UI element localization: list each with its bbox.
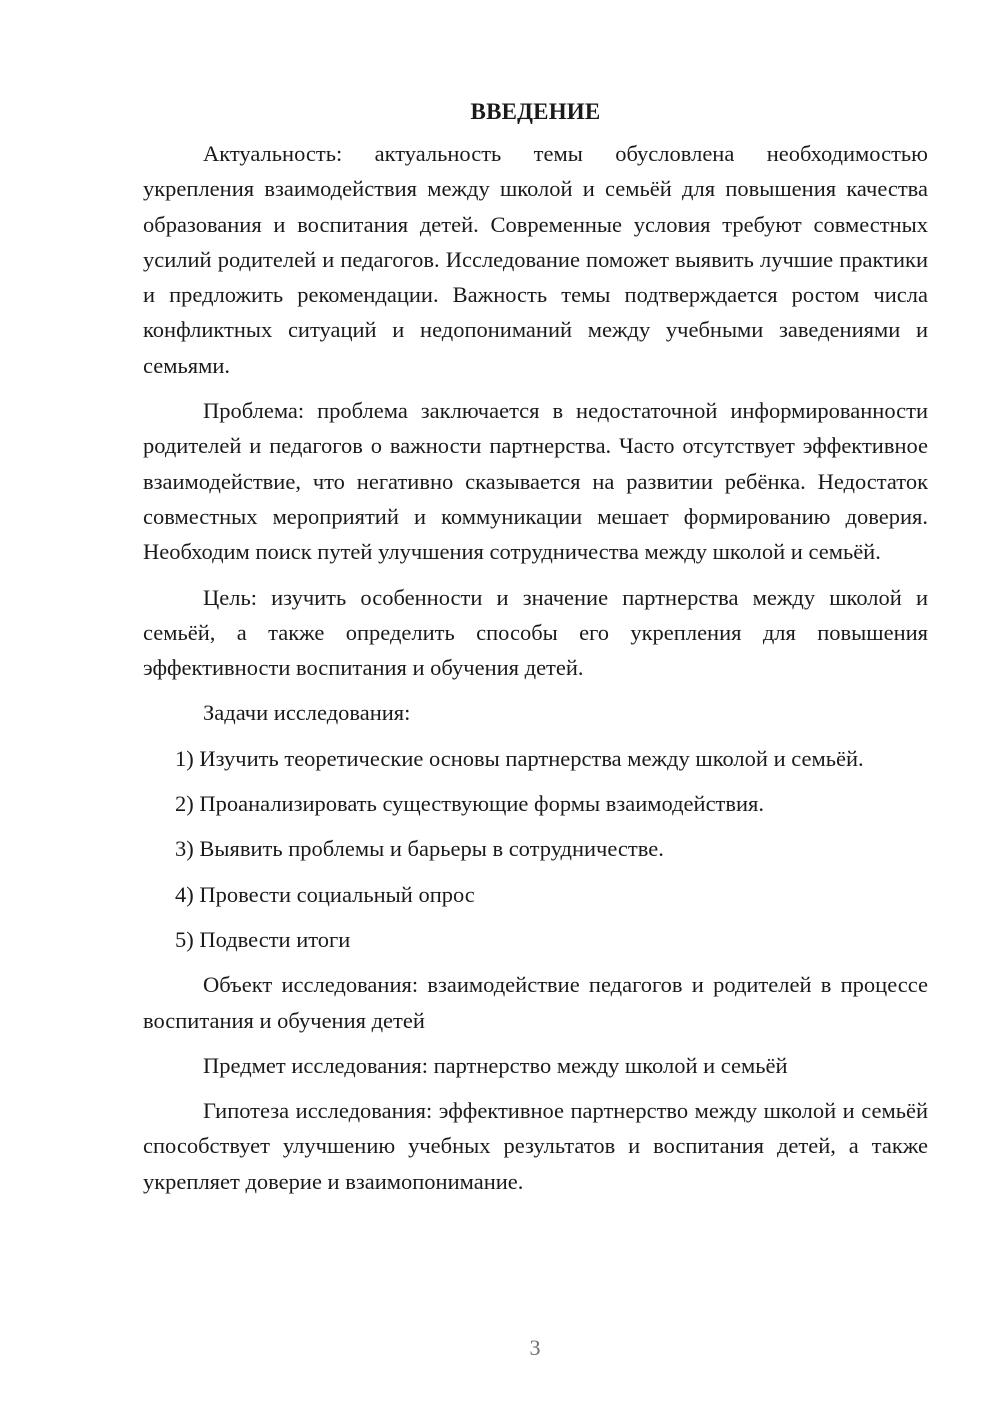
task-item: 2) Проанализировать существующие формы взаимодействия.: [175, 791, 765, 817]
problem-paragraph: Проблема: проблема заключается в недостаточной информированности родителей и педагогов о важности партнерства. Часто отсутствует эффективное взаимодействие, что негативно сказывается на развитии ребёнка. Недостаток совместных мероприятий и коммуникации мешает формированию доверия. Необходим поиск путей улучшения сотрудничества между школой и семьёй.: [143, 398, 928, 565]
task-item: 1) Изучить теоретические основы партнерства между школой и семьёй.: [175, 745, 864, 771]
page-content: [143, 94, 928, 1199]
page-number: 3: [529, 1335, 541, 1360]
task-item: 3) Выявить проблемы и барьеры в сотрудничестве.: [175, 836, 664, 862]
object-paragraph: Объект исследования: взаимодействие педагогов и родителей в процессе воспитания и обучения детей: [143, 972, 928, 1033]
goal-paragraph: Цель: изучить особенности и значение партнерства между школой и семьёй, а также определить способы его укрепления для повышения эффективности воспитания и обучения детей.: [143, 584, 928, 681]
hypothesis-paragraph: Гипотеза исследования: эффективное партнерство между школой и семьёй способствует улучшению учебных результатов и воспитания детей, а также укрепляет доверие и взаимопонимание.: [143, 1098, 928, 1194]
subject-paragraph: Предмет исследования: партнерство между школой и семьёй: [203, 1052, 788, 1078]
task-item: 5) Подвести итоги: [175, 926, 351, 952]
tasks-title: Задачи исследования:: [203, 700, 411, 726]
section-heading: ВВЕДЕНИЕ: [470, 99, 601, 124]
task-item: 4) Провести социальный опрос: [175, 881, 475, 907]
relevance-paragraph: Актуальность: актуальность темы обусловлена необходимостью укрепления взаимодействия между школой и семьёй для повышения качества образования и воспитания детей. Современные условия требуют совместных усилий родителей и педагогов. Исследование поможет выявить лучшие практики и предложить рекомендации. Важность темы подтверждается ростом числа конфликтных ситуаций и недопониманий между учебными заведениями и семьями.: [143, 141, 928, 378]
